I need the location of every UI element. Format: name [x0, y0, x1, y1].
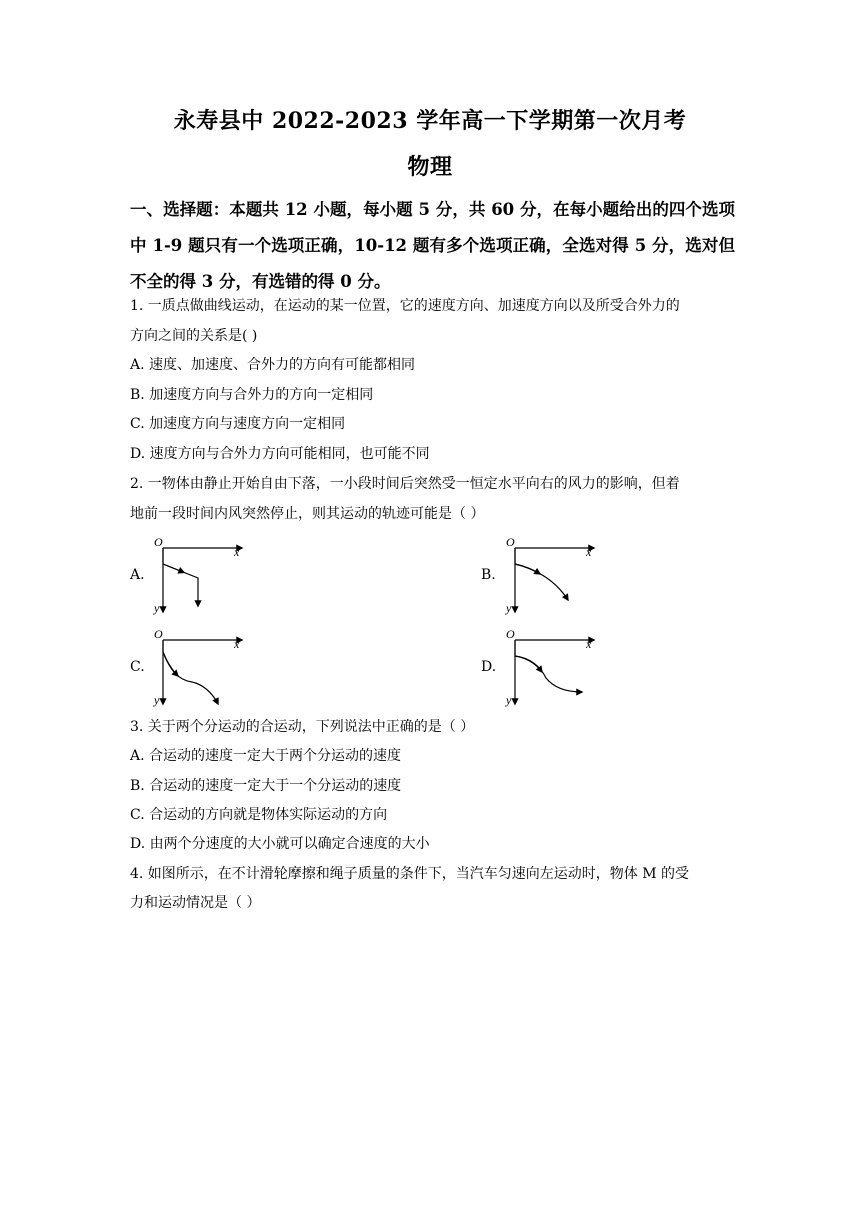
q3-stem: 3. 关于两个分运动的合运动，下列说法中正确的是（ ）: [130, 719, 475, 735]
q3-option-b: B. 合运动的速度一定大于一个分运动的速度: [130, 778, 402, 794]
origin-label: O: [154, 535, 163, 549]
y-axis-label: y: [154, 601, 160, 615]
x-axis-label: x: [234, 637, 240, 651]
q2-option-b-label: B.: [481, 567, 496, 583]
q2-option-d-label: D.: [481, 659, 497, 675]
q2-figure-b: [502, 534, 602, 614]
q1-stem-line1: 1. 一质点做曲线运动，在运动的某一位置，它的速度方向、加速度方向以及所受合外力的: [130, 298, 680, 314]
q1-option-a: A. 速度、加速度、合外力的方向有可能都相同: [130, 357, 416, 373]
q3-option-d: D. 由两个分速度的大小就可以确定合速度的大小: [130, 836, 430, 852]
y-axis-label: y: [154, 693, 160, 707]
x-axis-label: x: [586, 545, 592, 559]
origin-label: O: [506, 627, 515, 641]
q1-option-c: C. 加速度方向与速度方向一定相同: [130, 416, 346, 432]
q2-figure-d: [502, 626, 602, 706]
q3-option-c: C. 合运动的方向就是物体实际运动的方向: [130, 807, 388, 823]
q2-option-c-label: C.: [130, 659, 145, 675]
q4-stem-line1: 4. 如图所示，在不计滑轮摩擦和绳子质量的条件下，当汽车匀速向左运动时，物体 M 的受: [130, 866, 690, 882]
x-axis-label: x: [234, 545, 240, 559]
q1-stem-line2: 方向之间的关系是( ): [130, 328, 258, 344]
x-axis-label: x: [586, 637, 592, 651]
y-axis-label: y: [506, 693, 512, 707]
q2-figure-c: [150, 626, 250, 706]
q1-option-d: D. 速度方向与合外力方向可能相同，也可能不同: [130, 446, 430, 462]
q2-figure-a: [150, 534, 250, 614]
q4-stem-line2: 力和运动情况是（ ）: [130, 895, 261, 911]
subject-title: 物理: [407, 154, 453, 180]
origin-label: O: [154, 627, 163, 641]
q3-option-a: A. 合运动的速度一定大于两个分运动的速度: [130, 748, 402, 764]
q2-stem-line2: 地前一段时间内风突然停止，则其运动的轨迹可能是（ ）: [130, 506, 485, 522]
y-axis-label: y: [506, 601, 512, 615]
exam-title: 永寿县中 2022-2023 学年高一下学期第一次月考: [173, 108, 687, 134]
origin-label: O: [506, 535, 515, 549]
section-heading: 一、选择题：本题共 12 小题，每小题 5 分，共 60 分，在每小题给出的四个选项中 1-9 题只有一个选项正确，10-12 题有多个选项正确，全选对得 5 分，选对但不全的得 3 分，有选错的得 0 分。: [130, 200, 735, 291]
q2-stem-line1: 2. 一物体由静止开始自由下落，一小段时间后突然受一恒定水平向右的风力的影响，但着: [130, 476, 680, 492]
q2-option-a-label: A.: [130, 567, 145, 583]
q1-option-b: B. 加速度方向与合外力的方向一定相同: [130, 387, 374, 403]
